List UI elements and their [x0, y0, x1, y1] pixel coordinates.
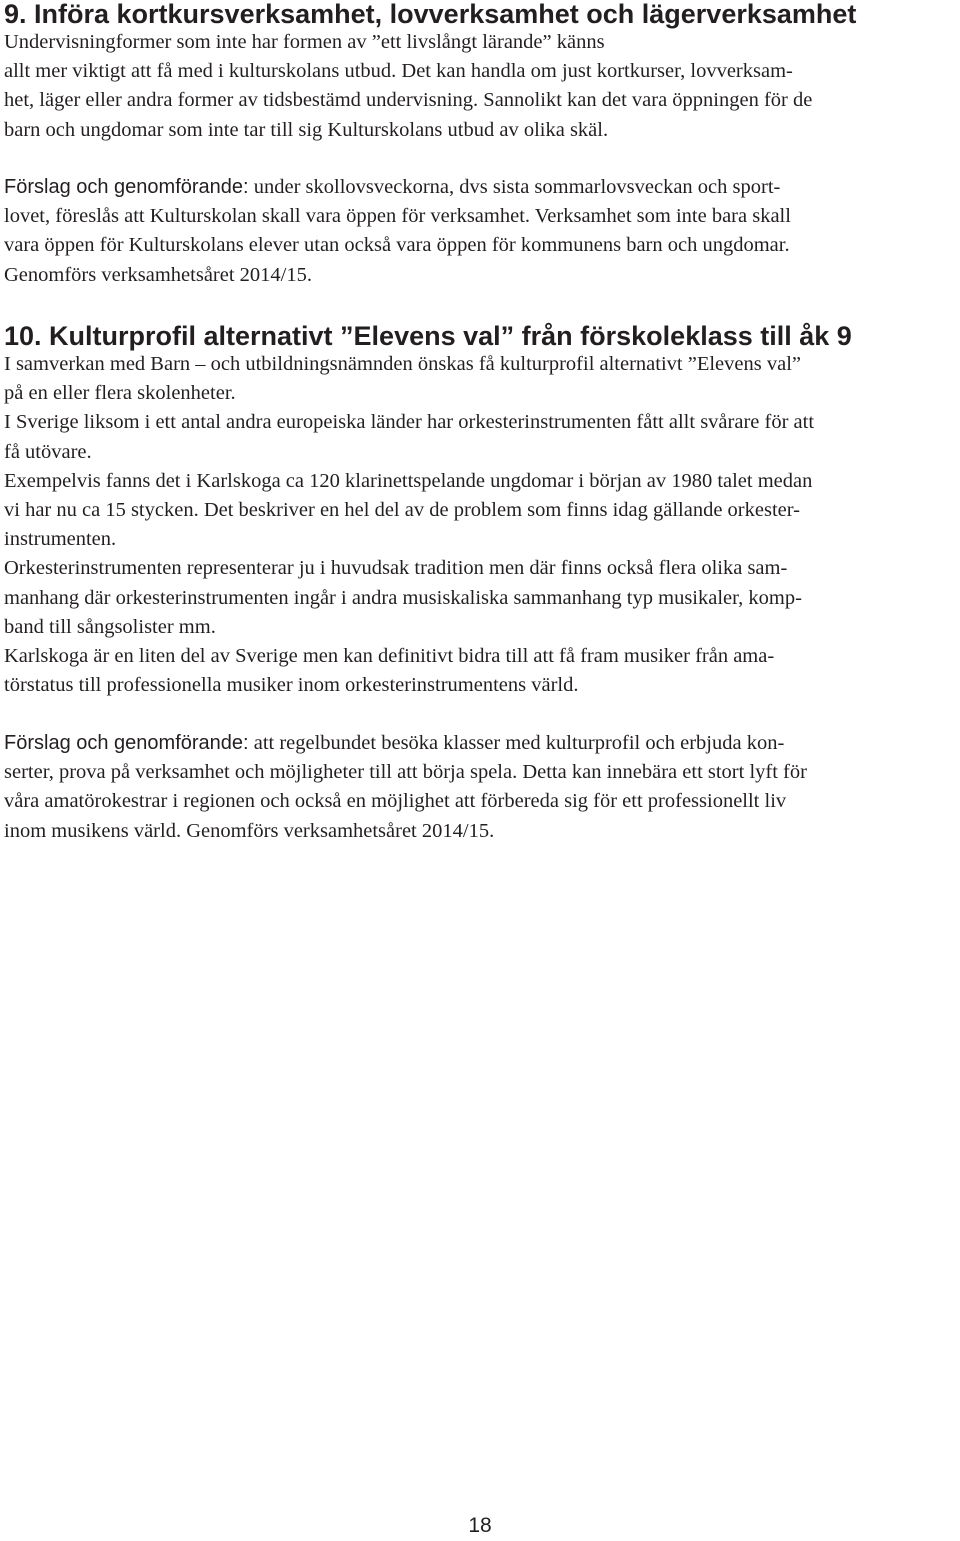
- proposal-lead: Förslag och genomförande:: [4, 176, 249, 198]
- text-line: I samverkan med Barn – och utbildningsnämnden önskas få kulturprofil alternativt ”Elevens val”: [4, 353, 801, 375]
- text-line: band till sångsolister mm.: [4, 615, 216, 638]
- text-line: manhang där orkesterinstrumenten ingår i andra musiskaliska sammanhang typ musikaler, komp-: [4, 586, 802, 609]
- text-line: Undervisningformer som inte har formen av ”ett livslångt lärande” känns: [4, 31, 605, 53]
- page-number: 18: [468, 1514, 492, 1537]
- text-line: våra amatörokestrar i regionen och också en möjlighet att förbereda sig för ett professionellt liv: [4, 790, 787, 813]
- text-line: Orkesterinstrumenten representerar ju i huvudsak tradition men där finns också flera olika sam-: [4, 557, 788, 580]
- text-line: vi har nu ca 15 stycken. Det beskriver en hel del av de problem som finns idag gällande orkester-: [4, 499, 800, 522]
- text-line: serter, prova på verksamhet och möjligheter till att börja spela. Detta kan innebära ett stort lyft för: [4, 761, 807, 784]
- text-line: I Sverige liksom i ett antal andra europeiska länder har orkesterinstrumenten fått allt svårare för att: [4, 411, 815, 434]
- text-line: vara öppen för Kulturskolans elever utan också vara öppen för kommunens barn och ungdomar.: [4, 234, 790, 257]
- text-line: Karlskoga är en liten del av Sverige men kan definitivt bidra till att få fram musiker från ama-: [4, 645, 775, 668]
- section-10-body: [4, 350, 814, 700]
- text-line: på en eller flera skolenheter.: [4, 382, 236, 405]
- text-line: få utövare.: [4, 440, 92, 463]
- text-line: allt mer viktigt att få med i kulturskolans utbud. Det kan handla om just kortkurser, lovverksam-: [4, 60, 793, 83]
- section-9-intro: [4, 28, 812, 145]
- text-line: [4, 173, 791, 202]
- section-9-heading: 9. Införa kortkursverksamhet, lovverksamhet och lägerverksamhet: [4, 0, 857, 29]
- proposal-text: att regelbundet besöka klasser med kulturprofil och erbjuda kon-: [248, 732, 785, 754]
- text-line: instrumenten.: [4, 528, 117, 551]
- text-line: Exempelvis fanns det i Karlskoga ca 120 klarinettspelande ungdomar i början av 1980 talet medan: [4, 469, 813, 492]
- text-line: törstatus till professionella musiker inom orkesterinstrumentens värld.: [4, 674, 579, 697]
- text-line: barn och ungdomar som inte tar till sig Kulturskolans utbud av olika skäl.: [4, 118, 609, 141]
- proposal-text: under skollovsveckorna, dvs sista sommarlovsveckan och sport-: [248, 176, 781, 198]
- text-line: lovet, föreslås att Kulturskolan skall vara öppen för verksamhet. Verksamhet som inte bara skall: [4, 205, 791, 228]
- section-10-heading: 10. Kulturprofil alternativt ”Elevens val” från förskoleklass till åk 9: [4, 321, 852, 351]
- section-9-proposal: [4, 173, 791, 290]
- text-line: Genomförs verksamhetsåret 2014/15.: [4, 263, 312, 286]
- text-line: het, läger eller andra former av tidsbestämd undervisning. Sannolikt kan det vara öppningen för de: [4, 89, 813, 112]
- section-10-proposal: [4, 729, 807, 846]
- text-line: [4, 729, 807, 758]
- text-line: inom musikens värld. Genomförs verksamhetsåret 2014/15.: [4, 819, 495, 842]
- proposal-lead: Förslag och genomförande:: [4, 732, 249, 754]
